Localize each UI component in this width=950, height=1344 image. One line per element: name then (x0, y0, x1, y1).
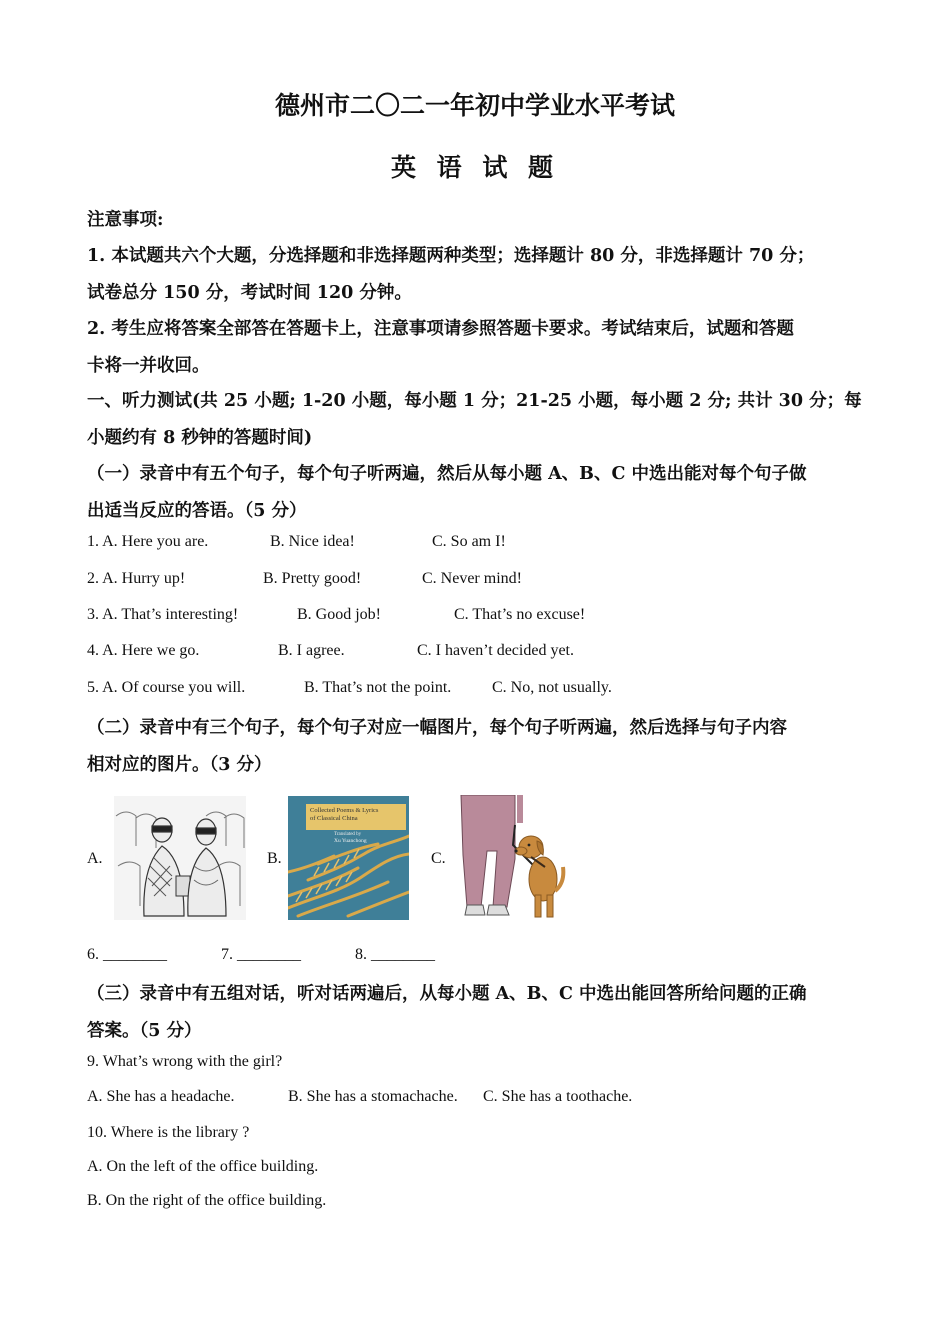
section2-instruction-line1: （二）录音中有三个句子，每个句子对应一幅图片，每个句子听两遍，然后选择与句子内容 (87, 718, 787, 738)
q9-option-c: C. She has a toothache. (483, 1088, 633, 1105)
q5-option-a: 5. A. Of course you will. (87, 679, 246, 696)
q4-option-b: B. I agree. (278, 642, 345, 659)
section1-instruction-line2: 出适当反应的答语。（5 分） (87, 501, 307, 521)
notice-item1-line1: 1. 本试题共六个大题，分选择题和非选择题两种类型；选择题计 80 分，非选择题计 70 分； (87, 246, 815, 266)
book-title-line2: of Classical China (310, 815, 358, 822)
book-translator-label: Translated by (334, 832, 362, 837)
q5-option-c: C. No, not usually. (492, 679, 612, 696)
notice-item1-line2: 试卷总分 150 分，考试时间 120 分钟。 (87, 283, 412, 303)
q3-option-b: B. Good job! (297, 606, 381, 623)
notice-heading: 注意事项: (87, 210, 164, 230)
section1-instruction-line1: （一）录音中有五个句子，每个句子听两遍，然后从每小题 A、B、C 中选出能对每个句子做 (87, 464, 807, 484)
guide-dog-picture (457, 795, 569, 923)
picture-label-c: C. (431, 850, 446, 867)
notice-item2-line1: 2. 考生应将答案全部答在答题卡上，注意事项请参照答题卡要求。考试结束后，试题和答题 (87, 319, 794, 339)
q3-option-c: C. That’s no excuse! (454, 606, 586, 623)
part1-heading-line1: 一、听力测试(共 25 小题; 1-20 小题，每小题 1 分；21-25 小题，每小题 2 分; 共计 30 分；每 (87, 391, 862, 411)
part1-heading-line2: 小题约有 8 秒钟的答题时间) (87, 428, 313, 448)
exam-title: 德州市二〇二一年初中学业水平考试 (274, 91, 675, 120)
book-cover-picture (288, 796, 409, 920)
picture-label-b: B. (267, 850, 282, 867)
section3-instruction-line1: （三）录音中有五组对话，听对话两遍后，从每小题 A、B、C 中选出能回答所给问题的正确 (87, 984, 807, 1004)
q2-option-a: 2. A. Hurry up! (87, 570, 186, 587)
feather-pattern (288, 796, 409, 920)
q5-option-b: B. That’s not the point. (304, 679, 452, 696)
q4-option-a: 4. A. Here we go. (87, 642, 200, 659)
section3-instruction-line2: 答案。（5 分） (87, 1021, 202, 1041)
q9-question: 9. What’s wrong with the girl? (87, 1053, 283, 1070)
answer-blank-6[interactable]: 6. ________ (87, 946, 167, 963)
q3-option-a: 3. A. That’s interesting! (87, 606, 239, 623)
answer-blank-8[interactable]: 8. ________ (355, 946, 435, 963)
answer-blank-7[interactable]: 7. ________ (221, 946, 301, 963)
cinema-audience-picture (114, 796, 246, 920)
q1-option-a: 1. A. Here you are. (87, 533, 209, 550)
section2-instruction-line2: 相对应的图片。（3 分） (87, 755, 272, 775)
exam-subtitle: 英 语 试 题 (390, 153, 560, 182)
q10-option-b: B. On the right of the office building. (87, 1192, 327, 1209)
picture-label-a: A. (87, 850, 103, 867)
q1-option-c: C. So am I! (432, 533, 506, 550)
q10-question: 10. Where is the library ? (87, 1124, 250, 1141)
q2-option-c: C. Never mind! (422, 570, 522, 587)
q10-option-a: A. On the left of the office building. (87, 1158, 319, 1175)
q4-option-c: C. I haven’t decided yet. (417, 642, 574, 659)
q1-option-b: B. Nice idea! (270, 533, 355, 550)
book-title-line1: Collected Poems & Lyrics (310, 807, 379, 814)
notice-item2-line2: 卡将一并收回。 (87, 356, 210, 376)
q9-option-a: A. She has a headache. (87, 1088, 235, 1105)
q9-option-b: B. She has a stomachache. (288, 1088, 458, 1105)
q2-option-b: B. Pretty good! (263, 570, 362, 587)
book-author-name: Xu Yuanchong (334, 838, 367, 844)
